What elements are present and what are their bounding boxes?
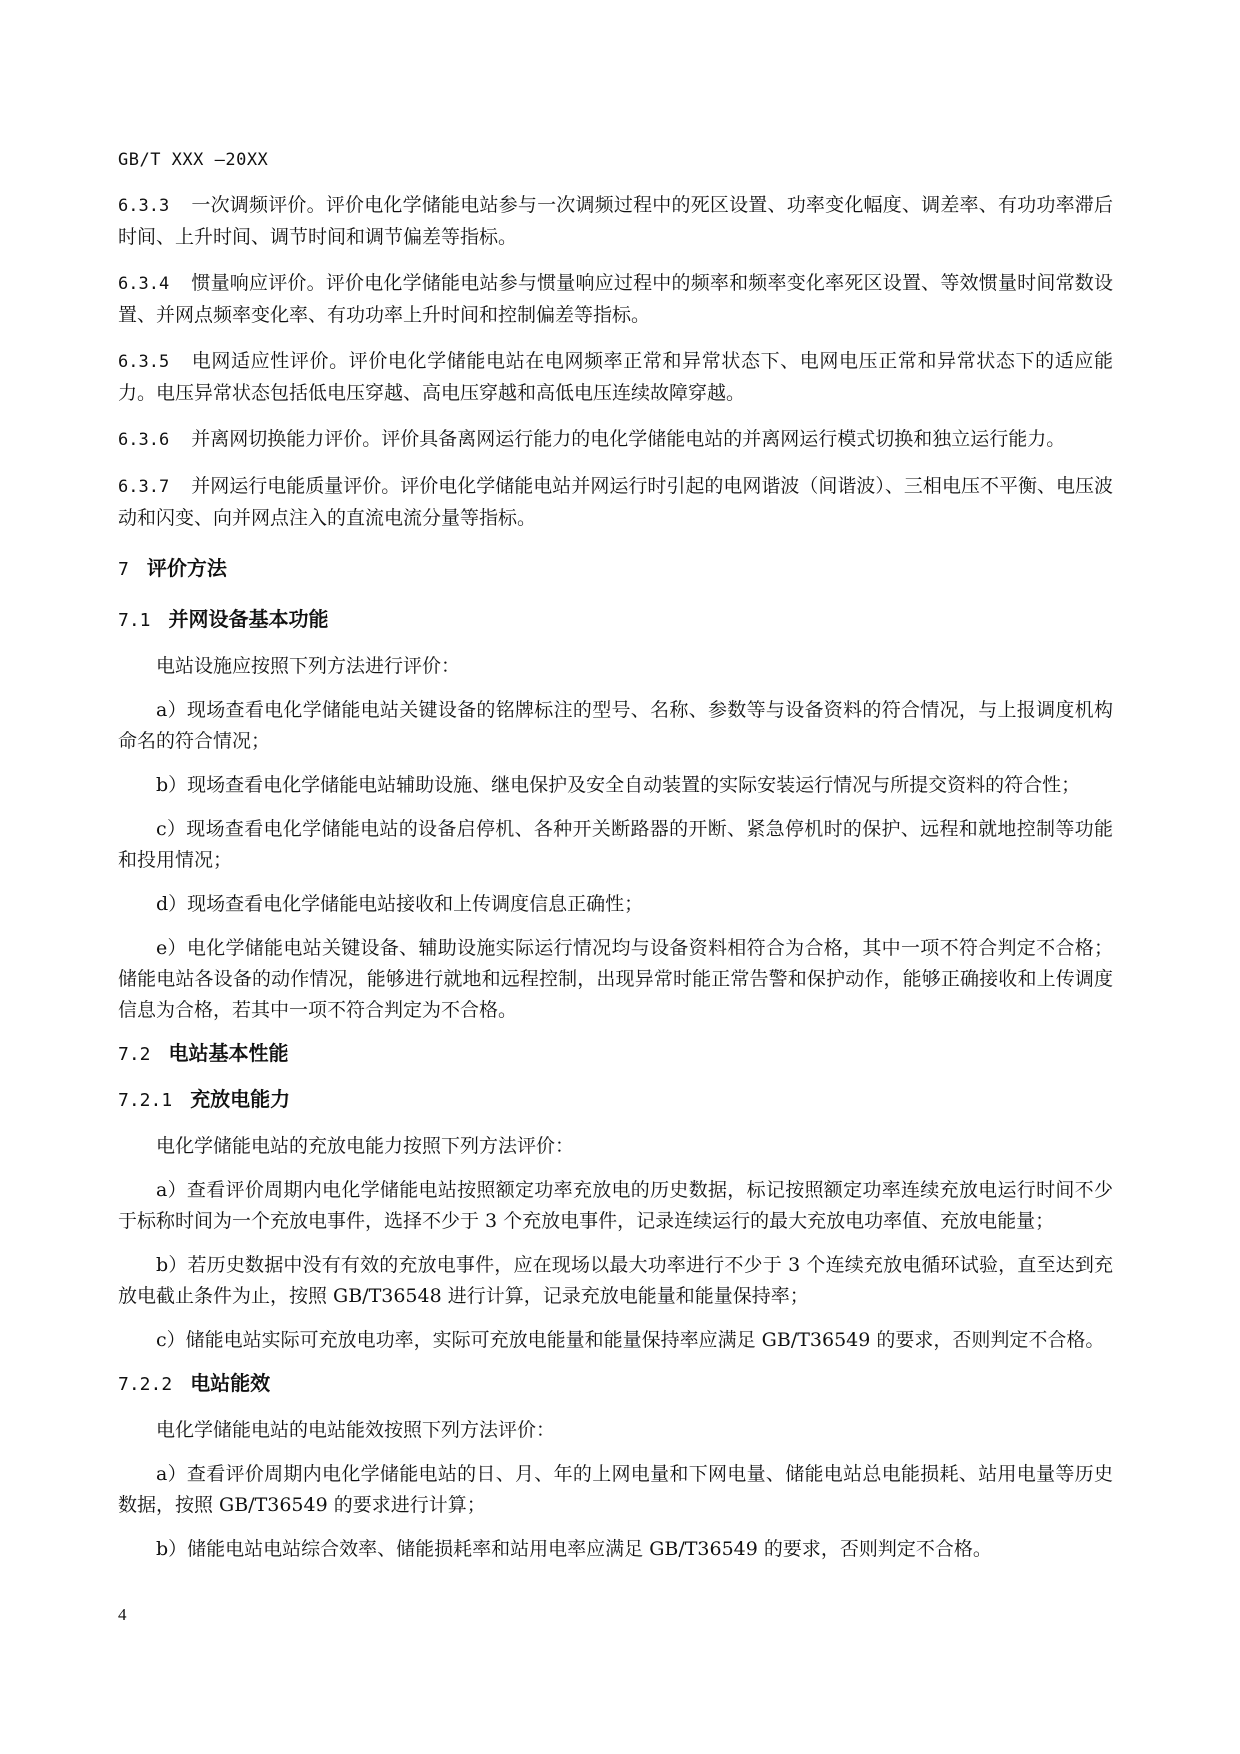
clause-number: 6.3.5	[118, 352, 170, 372]
section-heading	[118, 1039, 1113, 1070]
clause-text: 并网运行电能质量评价。评价电化学储能电站并网运行时引起的电网谐波（间谐波）、三相电压不平衡、电压波动和闪变、向并网点注入的直流电流分量等指标。	[118, 475, 1113, 529]
body-paragraph: c）现场查看电化学储能电站的设备启停机、各种开关断路器的开断、紧急停机时的保护、远程和就地控制等功能和投用情况；	[118, 818, 1113, 871]
clause-paragraph	[118, 424, 1113, 456]
section-number: 7	[118, 559, 129, 580]
clause-number: 6.3.6	[118, 430, 170, 450]
body-paragraph: c）储能电站实际可充放电功率，实际可充放电能量和能量保持率应满足 GB/T36549 的要求，否则判定不合格。	[156, 1329, 1105, 1351]
body-paragraph: a）查看评价周期内电化学储能电站的日、月、年的上网电量和下网电量、储能电站总电能损耗、站用电量等历史数据，按照 GB/T36549 的要求进行计算；	[118, 1463, 1113, 1516]
clause-number: 6.3.4	[118, 274, 170, 294]
body-paragraph: 电站设施应按照下列方法进行评价：	[156, 655, 461, 677]
body-paragraph: d）现场查看电化学储能电站接收和上传调度信息正确性；	[156, 893, 644, 915]
body-paragraph: b）若历史数据中没有有效的充放电事件，应在现场以最大功率进行不少于 3 个连续充放电循环试验，直至达到充放电截止条件为止，按照 GB/T36548 进行计算，记录充放电能量和能量保持率；	[118, 1254, 1113, 1307]
section-number: 7.2.1	[118, 1090, 173, 1111]
body-paragraph: a）现场查看电化学储能电站关键设备的铭牌标注的型号、名称、参数等与设备资料的符合情况，与上报调度机构命名的符合情况；	[118, 699, 1113, 752]
section-title: 电站基本性能	[168, 1043, 289, 1065]
body-paragraph: 电化学储能电站的充放电能力按照下列方法评价：	[156, 1135, 575, 1157]
section-number: 7.1	[118, 610, 151, 631]
clause-text: 并离网切换能力评价。评价具备离网运行能力的电化学储能电站的并离网运行模式切换和独立运行能力。	[191, 428, 1066, 450]
clause-number: 6.3.7	[118, 477, 170, 497]
clause-text: 一次调频评价。评价电化学储能电站参与一次调频过程中的死区设置、功率变化幅度、调差率、有功功率滞后时间、上升时间、调节时间和调节偏差等指标。	[118, 194, 1113, 248]
section-title: 并网设备基本功能	[168, 609, 329, 631]
clause-paragraph	[118, 268, 1113, 331]
section-heading	[118, 605, 1113, 636]
body-paragraph: a）查看评价周期内电化学储能电站按照额定功率充放电的历史数据，标记按照额定功率连续充放电运行时间不少于标称时间为一个充放电事件，选择不少于 3 个充放电事件，记录连续运行的最大充放电功率值、充放电能量；	[118, 1179, 1113, 1232]
clause-text: 电网适应性评价。评价电化学储能电站在电网频率正常和异常状态下、电网电压正常和异常状态下的适应能力。电压异常状态包括低电压穿越、高电压穿越和高低电压连续故障穿越。	[118, 350, 1113, 404]
section-title: 评价方法	[146, 558, 227, 580]
section-number: 7.2.2	[118, 1374, 173, 1395]
page-number: 4	[118, 1605, 127, 1624]
section-heading	[118, 1085, 1113, 1116]
body-paragraph: b）现场查看电化学储能电站辅助设施、继电保护及安全自动装置的实际安装运行情况与所提交资料的符合性；	[156, 774, 1081, 796]
body-paragraph: e）电化学储能电站关键设备、辅助设施实际运行情况均与设备资料相符合为合格，其中一项不符合判定不合格；储能电站各设备的动作情况，能够进行就地和远程控制，出现异常时能正常告警和保护动作，能够正确接收和上传调度信息为合格，若其中一项不符合判定为不合格。	[118, 937, 1113, 1021]
section-number: 7.2	[118, 1044, 151, 1065]
section-heading	[118, 554, 1113, 585]
document-body	[118, 190, 1113, 1578]
clause-paragraph	[118, 471, 1113, 534]
clause-text: 惯量响应评价。评价电化学储能电站参与惯量响应过程中的频率和频率变化率死区设置、等效惯量时间常数设置、并网点频率变化率、有功功率上升时间和控制偏差等指标。	[118, 272, 1113, 326]
document-header: GB/T XXX —20XX	[118, 150, 269, 170]
clause-paragraph	[118, 346, 1113, 409]
section-heading	[118, 1369, 1113, 1400]
clause-paragraph	[118, 190, 1113, 253]
body-paragraph: 电化学储能电站的电站能效按照下列方法评价：	[156, 1419, 556, 1441]
clause-number: 6.3.3	[118, 196, 170, 216]
section-title: 充放电能力	[190, 1089, 291, 1111]
body-paragraph: b）储能电站电站综合效率、储能损耗率和站用电率应满足 GB/T36549 的要求，否则判定不合格。	[156, 1538, 992, 1560]
section-title: 电站能效	[190, 1373, 271, 1395]
